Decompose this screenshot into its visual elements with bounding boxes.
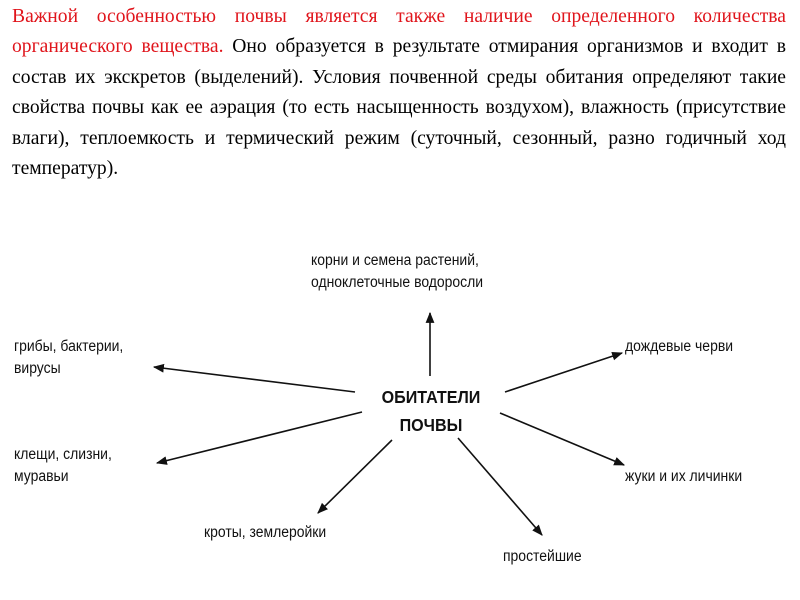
node-roots	[311, 250, 483, 294]
node-mites-line-1: клещи, слизни,	[14, 446, 112, 463]
node-worms	[625, 336, 733, 358]
node-worms-line-1: дождевые черви	[625, 338, 734, 355]
node-beetles-line-1: жуки и их личинки	[625, 468, 743, 485]
paragraph-continuation: Оно образуется в результате отмирания организмов и входит в состав их экскретов (выделений). Условия почвенной среды обитания определяют такие свойства почвы как ее аэрация (то есть насыщенность воздухом), влажность (присутствие влаги), теплоемкость и термический режим (суточный, сезонный, разно годичный ход температур).	[12, 36, 786, 180]
node-protozoa	[503, 546, 582, 568]
node-fungi-line-2: вирусы	[14, 360, 61, 377]
node-roots-line-1: корни и семена растений,	[311, 252, 479, 269]
arrow-to-fungi	[154, 367, 355, 392]
node-moles	[204, 522, 326, 544]
arrow-to-moles	[318, 440, 392, 513]
arrow-to-mites	[157, 412, 362, 463]
center-line-2: ПОЧВЫ	[399, 415, 463, 435]
arrow-to-protozoa	[458, 438, 542, 535]
node-fungi-line-1: грибы, бактерии,	[14, 338, 124, 355]
arrow-to-beetles	[500, 413, 624, 465]
node-beetles	[625, 466, 742, 488]
node-fungi	[14, 336, 123, 380]
center-node-soil-inhabitants	[362, 383, 500, 439]
node-protozoa-line-1: простейшие	[503, 548, 582, 565]
node-roots-line-2: одноклеточные водоросли	[311, 274, 484, 291]
node-moles-line-1: кроты, землеройки	[204, 524, 327, 541]
highlighted-sentence: Важной особенностью почвы является также наличие определенного количества органического вещества.	[12, 6, 786, 58]
node-mites-line-2: муравьи	[14, 468, 69, 485]
arrow-to-worms	[505, 353, 622, 392]
node-mites	[14, 444, 112, 488]
center-line-1: ОБИТАТЕЛИ	[381, 387, 481, 407]
